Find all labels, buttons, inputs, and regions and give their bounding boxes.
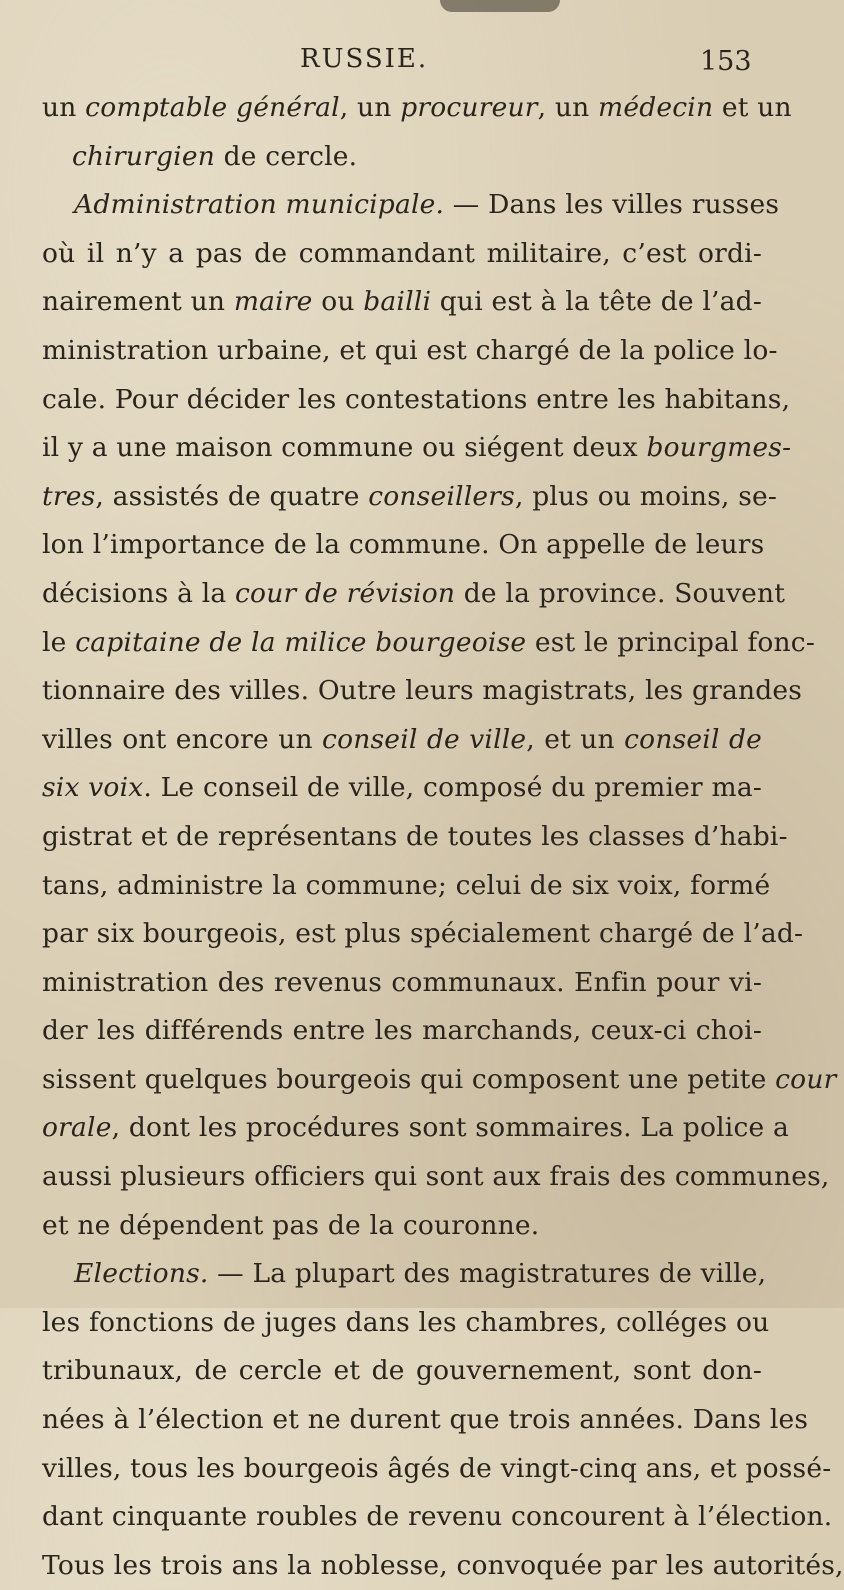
text-line	[42, 1445, 832, 1494]
text-run: et ne dépendent pas de la couronne.	[42, 1209, 540, 1241]
text-run: aussi plusieurs officiers qui sont aux frais des communes,	[42, 1161, 830, 1193]
italic-run: cour	[775, 1063, 837, 1095]
text-run: villes ont encore un	[42, 723, 323, 755]
page-number: 153	[700, 46, 752, 77]
text-line	[42, 813, 788, 862]
italic-run: médecin	[598, 92, 714, 123]
italic-run: procureur	[400, 92, 538, 123]
text-line	[42, 619, 815, 668]
text-run: et un	[713, 92, 792, 123]
italic-run: chirurgien	[72, 140, 215, 172]
text-line	[42, 424, 792, 473]
text-line	[42, 1493, 833, 1542]
text-run: de cercle.	[214, 140, 358, 172]
text-run: , plus ou moins, se-	[514, 480, 778, 512]
text-run: — La plupart des magistratures de ville,	[208, 1258, 767, 1290]
italic-run: Elections.	[74, 1258, 209, 1290]
text-line	[42, 376, 791, 425]
text-run: le	[42, 626, 76, 658]
text-run: un	[42, 92, 86, 123]
italic-run: bourgmes-	[646, 432, 792, 464]
running-head: RUSSIE.	[300, 44, 429, 74]
text-run: der les différends entre les marchands, ceux-ci choi-	[42, 1015, 762, 1047]
text-line	[42, 667, 803, 716]
text-run: qui est à la tête de l’ad-	[431, 286, 762, 318]
text-run: — Dans les villes russes	[444, 189, 780, 221]
italic-run: conseil de	[624, 723, 762, 755]
text-run: ministration urbaine, et qui est chargé de la police lo-	[42, 334, 778, 366]
text-run: où il n’y a pas de commandant militaire, c’est ordi-	[42, 237, 762, 269]
body-text	[42, 84, 844, 1590]
italic-run: conseillers	[368, 480, 515, 512]
text-run: nairement un	[42, 286, 234, 318]
text-run: est le principal fonc-	[526, 626, 815, 658]
italic-run: Administration municipale.	[74, 189, 445, 221]
text-run: , dont les procédures sont sommaires. La police a	[111, 1112, 790, 1144]
italic-run: orale	[42, 1112, 112, 1144]
text-run: , un	[339, 92, 401, 123]
text-run: par six bourgeois, est plus spécialement chargé de l’ad-	[42, 918, 804, 950]
text-run: de la province. Souvent	[455, 577, 786, 609]
text-line	[42, 473, 778, 522]
text-run: tans, administre la commune; celui de six voix, formé	[42, 869, 771, 901]
text-line	[42, 230, 762, 279]
italic-run: tres	[42, 480, 96, 512]
ink-stain	[440, 0, 560, 12]
italic-run: six voix	[42, 772, 144, 804]
text-line	[42, 84, 792, 133]
text-run: , un	[537, 92, 598, 123]
text-run: cale. Pour décider les contestations entre les habitans,	[42, 383, 791, 415]
text-line	[42, 1347, 762, 1396]
text-line	[42, 1396, 809, 1445]
text-line	[42, 570, 786, 619]
text-line	[42, 1542, 844, 1590]
text-run: lon l’importance de la commune. On appelle de leurs	[42, 529, 765, 561]
text-line	[42, 521, 765, 570]
text-line	[42, 1056, 837, 1105]
text-run: décisions à la	[42, 577, 236, 609]
text-line	[42, 1104, 790, 1153]
text-line	[42, 862, 771, 911]
text-run: ou	[312, 286, 364, 318]
text-line	[42, 133, 762, 182]
text-run: villes, tous les bourgeois âgés de vingt-cinq ans, et possé-	[42, 1452, 832, 1484]
text-run: ministration des revenus communaux. Enfin pour vi-	[42, 966, 762, 998]
text-run: Tous les trois ans la noblesse, convoquée par les autorités,	[42, 1549, 844, 1581]
text-run: dant cinquante roubles de revenu concourent à l’élection.	[42, 1501, 833, 1533]
text-line	[42, 181, 780, 230]
text-line	[42, 959, 762, 1008]
text-line	[42, 764, 762, 813]
italic-run: comptable général	[85, 92, 340, 123]
text-line	[42, 1007, 762, 1056]
italic-run: capitaine de la milice bourgeoise	[75, 626, 527, 658]
italic-run: bailli	[363, 286, 432, 318]
page-header	[0, 38, 800, 78]
text-run: gistrat et de représentans de toutes les classes d’habi-	[42, 820, 788, 852]
text-line	[42, 1250, 767, 1299]
text-run: , assistés de quatre	[95, 480, 369, 512]
text-run: tionnaire des villes. Outre leurs magistrats, les grandes	[42, 675, 803, 707]
text-run: il y a une maison commune ou siégent deux	[42, 432, 647, 464]
text-run: tribunaux, de cercle et de gouvernement, sont don-	[42, 1355, 762, 1387]
text-run: nées à l’élection et ne durent que trois années. Dans les	[42, 1404, 809, 1436]
text-line	[42, 716, 762, 765]
text-run: . Le conseil de ville, composé du premier ma-	[143, 772, 763, 804]
text-line	[42, 1299, 770, 1348]
text-line	[42, 1153, 830, 1202]
italic-run: conseil de ville	[322, 723, 527, 755]
text-line	[42, 1202, 762, 1251]
text-line	[42, 278, 762, 327]
text-line	[42, 327, 778, 376]
text-run: les fonctions de juges dans les chambres, colléges ou	[42, 1306, 770, 1338]
text-run: , et un	[526, 723, 625, 755]
text-line	[42, 910, 804, 959]
text-run: sissent quelques bourgeois qui composent une petite	[42, 1063, 776, 1095]
italic-run: maire	[233, 286, 313, 318]
italic-run: cour de révision	[235, 577, 456, 609]
